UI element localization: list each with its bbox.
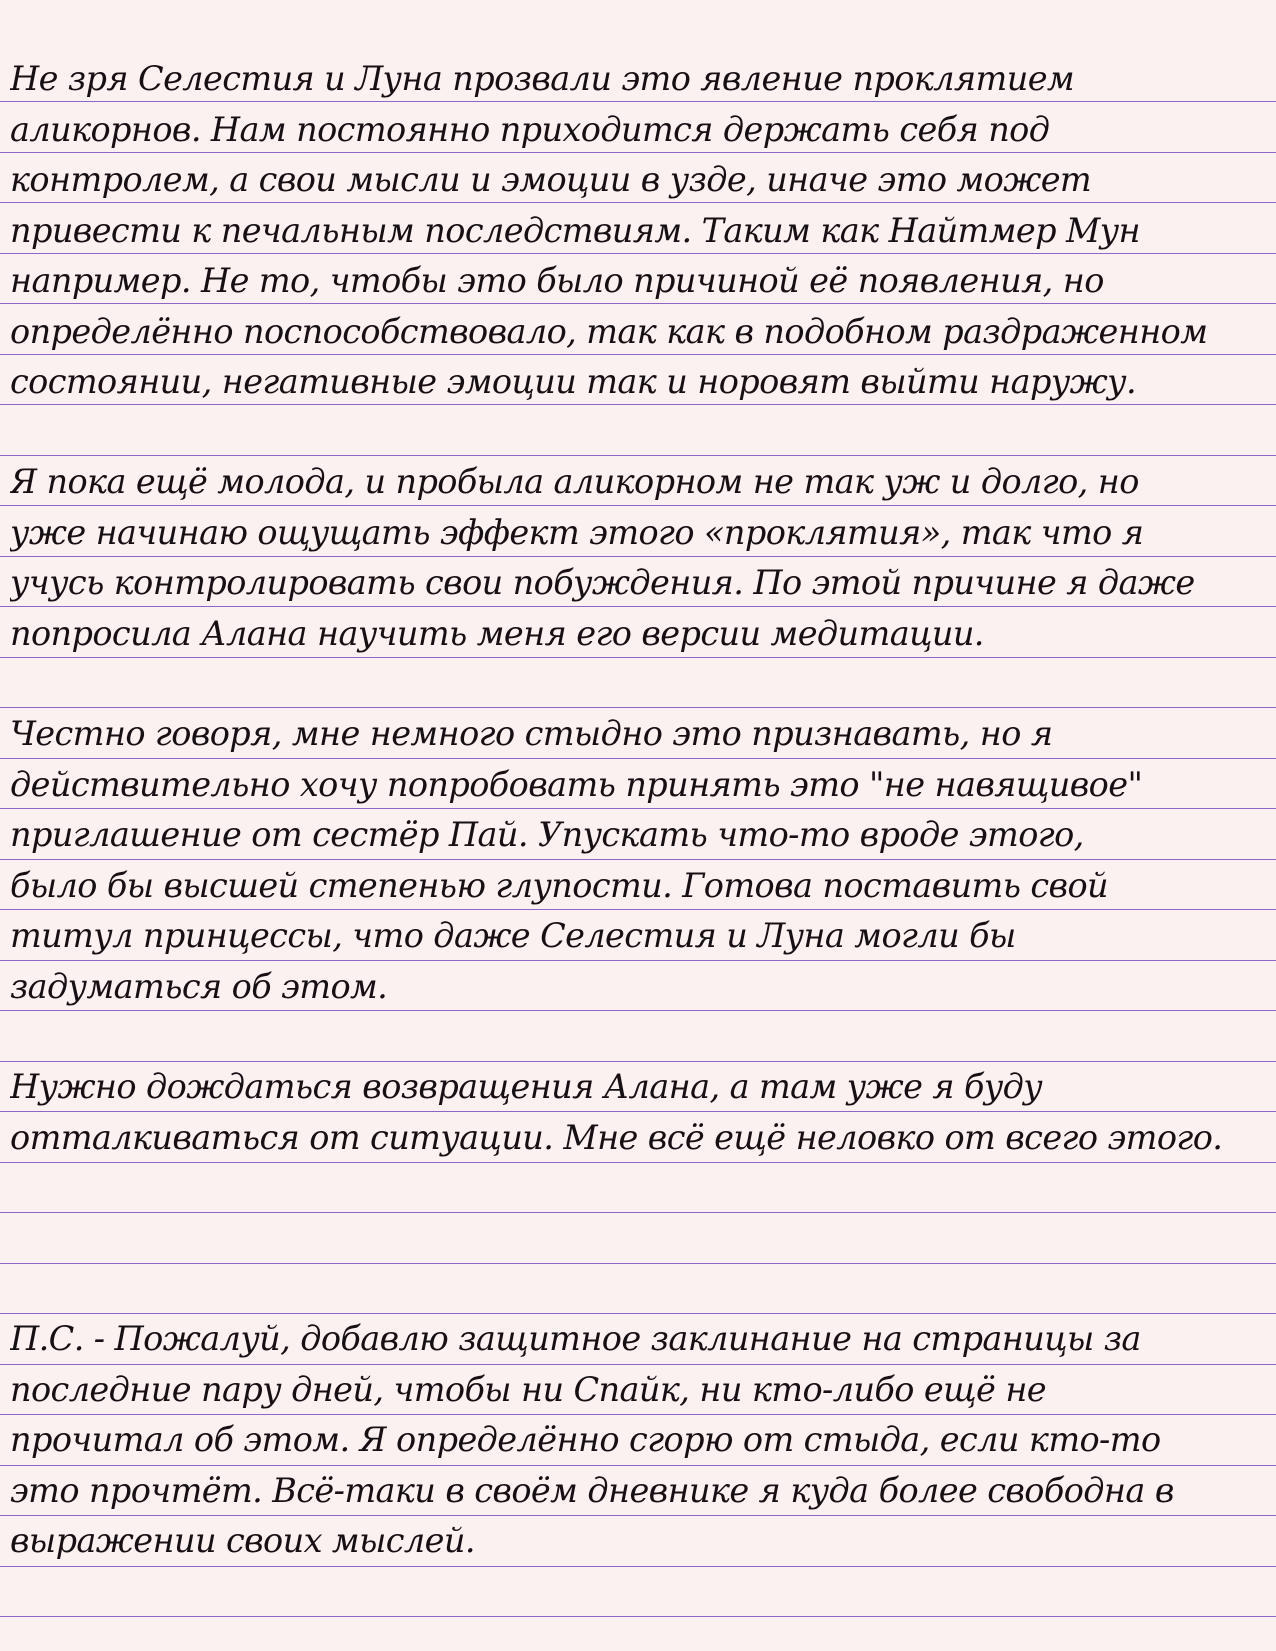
text-line: задуматься об этом. xyxy=(10,966,388,1006)
ruled-line xyxy=(0,707,1276,708)
text-line: приглашение от сестёр Пай. Упускать что-то вроде этого, xyxy=(10,815,1084,854)
text-line: П.С. - Пожалуй, добавлю защитное заклинание на страницы за xyxy=(10,1319,1141,1358)
text-line: титул принцессы, что даже Селестия и Луна могли бы xyxy=(10,916,1016,955)
text-line: учусь контролировать свои побуждения. По этой причине я даже xyxy=(10,563,1195,602)
text-line: отталкиваться от ситуации. Мне всё ещё неловко от всего этого. xyxy=(10,1117,1223,1157)
text-line: Я пока ещё молода, и пробыла аликорном не так уж и долго, но xyxy=(10,462,1139,501)
text-line: Честно говоря, мне немного стыдно это признавать, но я xyxy=(10,714,1053,753)
text-line: состоянии, негативные эмоции так и норовят выйти наружу. xyxy=(10,362,1137,401)
ruled-line xyxy=(0,1212,1276,1213)
diary-paragraph-1 xyxy=(10,54,1272,408)
diary-paragraph-2 xyxy=(10,457,1272,659)
text-line: контролем, а свои мысли и эмоции в узде, иначе это может xyxy=(10,160,1092,199)
text-line: аликорнов. Нам постоянно приходится держать себя под xyxy=(10,109,1050,149)
text-line: действительно хочу попробовать принять это "не навящивое" xyxy=(10,764,1143,804)
text-line: прочитал об этом. Я определённо сгорю от стыда, если кто-то xyxy=(10,1420,1161,1459)
diary-paragraph-4 xyxy=(10,1062,1272,1163)
text-line: уже начинаю ощущать эффект этого «проклятия», так что я xyxy=(10,512,1144,552)
ruled-line xyxy=(0,455,1276,456)
diary-paragraph-3 xyxy=(10,709,1272,1012)
text-line: попросила Алана научить меня его версии медитации. xyxy=(10,613,984,653)
text-line: привести к печальным последствиям. Таким как Найтмер Мун xyxy=(10,210,1141,250)
ruled-line xyxy=(0,1616,1276,1617)
ruled-line xyxy=(0,1263,1276,1264)
diary-paragraph-ps xyxy=(10,1314,1272,1567)
text-line: Не зря Селестия и Луна прозвали это явление проклятием xyxy=(10,59,1075,98)
text-line: например. Не то, чтобы это было причиной её появления, но xyxy=(10,261,1104,300)
text-line: выражении своих мыслей. xyxy=(10,1521,475,1560)
text-line: было бы высшей степенью глупости. Готова поставить свой xyxy=(10,865,1109,905)
text-line: последние пару дней, чтобы ни Спайк, ни кто-либо ещё не xyxy=(10,1369,1047,1409)
text-line: это прочтёт. Всё-таки в своём дневнике я куда более свободна в xyxy=(10,1470,1174,1510)
text-line: определённо поспособствовало, так как в подобном раздраженном xyxy=(10,311,1208,351)
text-line: Нужно дождаться возвращения Алана, а там уже я буду xyxy=(10,1067,1043,1106)
